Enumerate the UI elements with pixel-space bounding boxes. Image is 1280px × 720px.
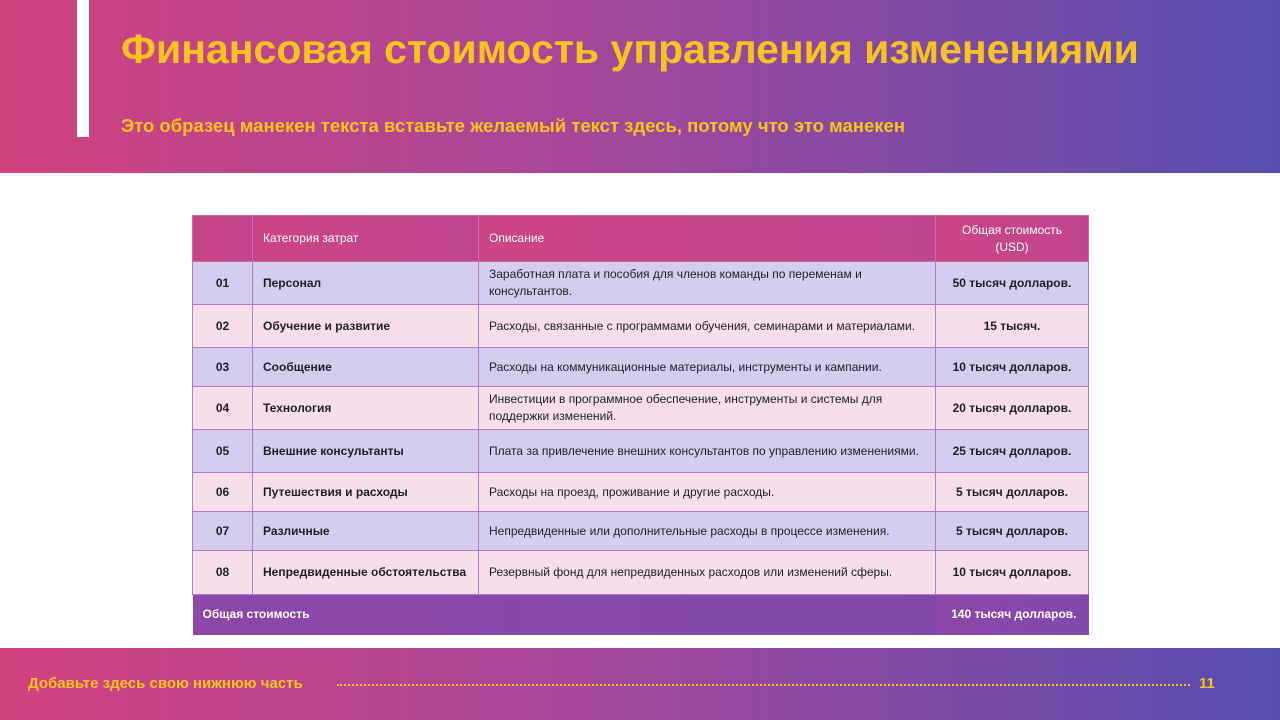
row-cost: 15 тысяч.	[936, 305, 1089, 348]
row-cost: 50 тысяч долларов.	[936, 262, 1089, 305]
row-description: Расходы, связанные с программами обучения, семинарами и материалами.	[479, 305, 936, 348]
table-row	[193, 551, 1089, 595]
table-row	[193, 305, 1089, 348]
row-number: 07	[193, 512, 253, 551]
row-category: Обучение и развитие	[253, 305, 479, 348]
row-category: Технология	[253, 387, 479, 430]
cost-table-container	[192, 215, 1088, 635]
header-category: Категория затрат	[253, 216, 479, 262]
row-category: Внешние консультанты	[253, 430, 479, 473]
slide-subtitle: Это образец манекен текста вставьте желаемый текст здесь, потому что это манекен	[121, 115, 905, 136]
row-cost: 10 тысяч долларов.	[936, 551, 1089, 595]
row-category: Путешествия и расходы	[253, 473, 479, 512]
table-header-row	[193, 216, 1089, 262]
total-label: Общая стоимость	[193, 595, 936, 635]
table-total-row	[193, 595, 1089, 635]
row-number: 05	[193, 430, 253, 473]
row-description: Инвестиции в программное обеспечение, инструменты и системы для поддержки изменений.	[479, 387, 936, 430]
row-cost: 10 тысяч долларов.	[936, 348, 1089, 387]
page-number: 11	[1199, 675, 1215, 692]
table-row	[193, 262, 1089, 305]
row-category: Персонал	[253, 262, 479, 305]
row-description: Расходы на проезд, проживание и другие расходы.	[479, 473, 936, 512]
table-row	[193, 512, 1089, 551]
header-banner	[0, 0, 1280, 173]
footer-dotted-line	[337, 684, 1190, 686]
row-category: Сообщение	[253, 348, 479, 387]
total-value: 140 тысяч долларов.	[936, 595, 1089, 635]
table-row	[193, 473, 1089, 512]
cost-table	[192, 215, 1089, 635]
row-description: Непредвиденные или дополнительные расходы в процессе изменения.	[479, 512, 936, 551]
header-number	[193, 216, 253, 262]
row-cost: 20 тысяч долларов.	[936, 387, 1089, 430]
row-description: Расходы на коммуникационные материалы, инструменты и кампании.	[479, 348, 936, 387]
row-cost: 25 тысяч долларов.	[936, 430, 1089, 473]
footer-text: Добавьте здесь свою нижнюю часть	[28, 675, 303, 692]
header-description: Описание	[479, 216, 936, 262]
row-number: 06	[193, 473, 253, 512]
footer-banner	[0, 648, 1280, 720]
row-number: 08	[193, 551, 253, 595]
row-number: 04	[193, 387, 253, 430]
row-number: 03	[193, 348, 253, 387]
row-description: Заработная плата и пособия для членов команды по переменам и консультантов.	[479, 262, 936, 305]
row-cost: 5 тысяч долларов.	[936, 512, 1089, 551]
header-cost: Общая стоимость (USD)	[936, 216, 1089, 262]
row-number: 02	[193, 305, 253, 348]
row-description: Плата за привлечение внешних консультантов по управлению изменениями.	[479, 430, 936, 473]
table-row	[193, 430, 1089, 473]
row-description: Резервный фонд для непредвиденных расходов или изменений сферы.	[479, 551, 936, 595]
row-number: 01	[193, 262, 253, 305]
row-cost: 5 тысяч долларов.	[936, 473, 1089, 512]
header-accent-bar	[77, 0, 89, 137]
row-category: Непредвиденные обстоятельства	[253, 551, 479, 595]
table-row	[193, 348, 1089, 387]
slide-title: Финансовая стоимость управления изменениями	[121, 26, 1139, 72]
table-row	[193, 387, 1089, 430]
row-category: Различные	[253, 512, 479, 551]
